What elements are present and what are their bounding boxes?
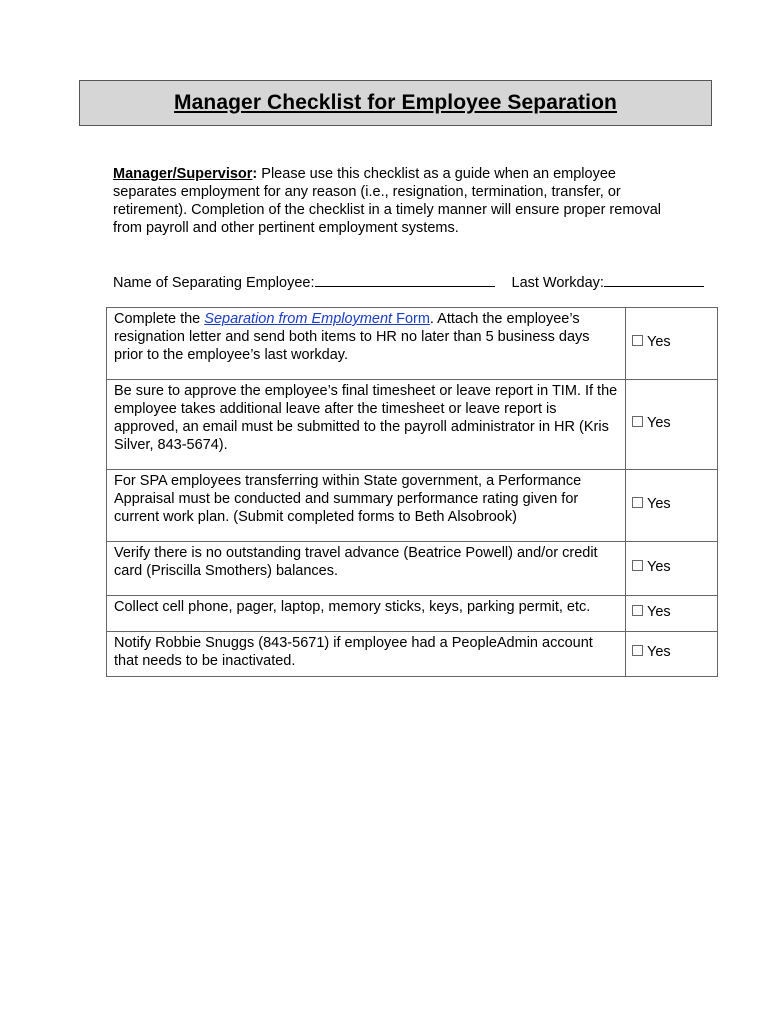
checklist-row xyxy=(107,632,718,677)
checklist-row xyxy=(107,470,718,542)
yes-label: Yes xyxy=(647,558,671,575)
intro-lead: Manager/Supervisor xyxy=(113,166,253,182)
task-cell: Verify there is no outstanding travel advance (Beatrice Powell) and/or credit card (Priscilla Smothers) balances. xyxy=(107,542,626,596)
yes-label: Yes xyxy=(647,414,671,431)
checklist-row xyxy=(107,308,718,380)
employee-name-label: Name of Separating Employee: xyxy=(113,275,315,291)
task-cell: For SPA employees transferring within State government, a Performance Appraisal must be conducted and summary performance rating given for current work plan. (Submit completed forms to Beth Alsobrook) xyxy=(107,470,626,542)
task-cell: Notify Robbie Snuggs (843-5671) if employee had a PeopleAdmin account that needs to be inactivated. xyxy=(107,632,626,677)
check-cell xyxy=(626,470,718,542)
intro-text: Please use this checklist as a guide when an employee separates employment for any reason (i.e., resignation, termination, transfer, or retirement). Completion of the checklist in a timely manner will ensure proper removal from payroll and other pertinent employment systems. xyxy=(113,166,661,236)
separation-form-link-tail[interactable]: Form xyxy=(392,311,430,327)
yes-label: Yes xyxy=(647,644,671,660)
yes-label: Yes xyxy=(647,333,671,350)
title-box xyxy=(79,80,712,126)
yes-checkbox[interactable] xyxy=(632,605,643,616)
yes-label: Yes xyxy=(647,495,671,512)
task-text-suffix: . Attach the employee’s resignation letter and send both items to HR no later than 5 business days prior to the employee’s last workday. xyxy=(114,311,590,363)
intro-colon: : xyxy=(252,166,258,182)
yes-checkbox[interactable] xyxy=(632,335,643,346)
employee-name-field[interactable] xyxy=(315,272,495,287)
task-cell: Be sure to approve the employee’s final timesheet or leave report in TIM. If the employee takes additional leave after the timesheet or leave report is approved, an email must be submitted to the payroll administrator in HR (Kris Silver, 843-5674). xyxy=(107,380,626,470)
task-text: Complete the xyxy=(114,311,205,327)
page-title: Manager Checklist for Employee Separation xyxy=(174,91,617,114)
yes-checkbox[interactable] xyxy=(632,645,643,656)
task-cell: Collect cell phone, pager, laptop, memory sticks, keys, parking permit, etc. xyxy=(107,596,626,632)
checklist-row xyxy=(107,542,718,596)
yes-checkbox[interactable] xyxy=(632,416,643,427)
checklist-row xyxy=(107,596,718,632)
yes-checkbox[interactable] xyxy=(632,560,643,571)
check-cell xyxy=(626,632,718,677)
yes-checkbox[interactable] xyxy=(632,497,643,508)
check-cell xyxy=(626,596,718,632)
employee-fields xyxy=(113,272,719,292)
check-cell xyxy=(626,308,718,380)
last-workday-label: Last Workday: xyxy=(511,275,604,291)
checklist-row xyxy=(107,380,718,470)
task-cell xyxy=(107,308,626,380)
checklist-table xyxy=(106,307,718,677)
check-cell xyxy=(626,542,718,596)
separation-form-link[interactable]: Separation from Employment xyxy=(204,311,393,327)
intro-paragraph xyxy=(113,165,673,237)
check-cell xyxy=(626,380,718,470)
yes-label: Yes xyxy=(647,603,671,620)
last-workday-field[interactable] xyxy=(604,272,704,287)
